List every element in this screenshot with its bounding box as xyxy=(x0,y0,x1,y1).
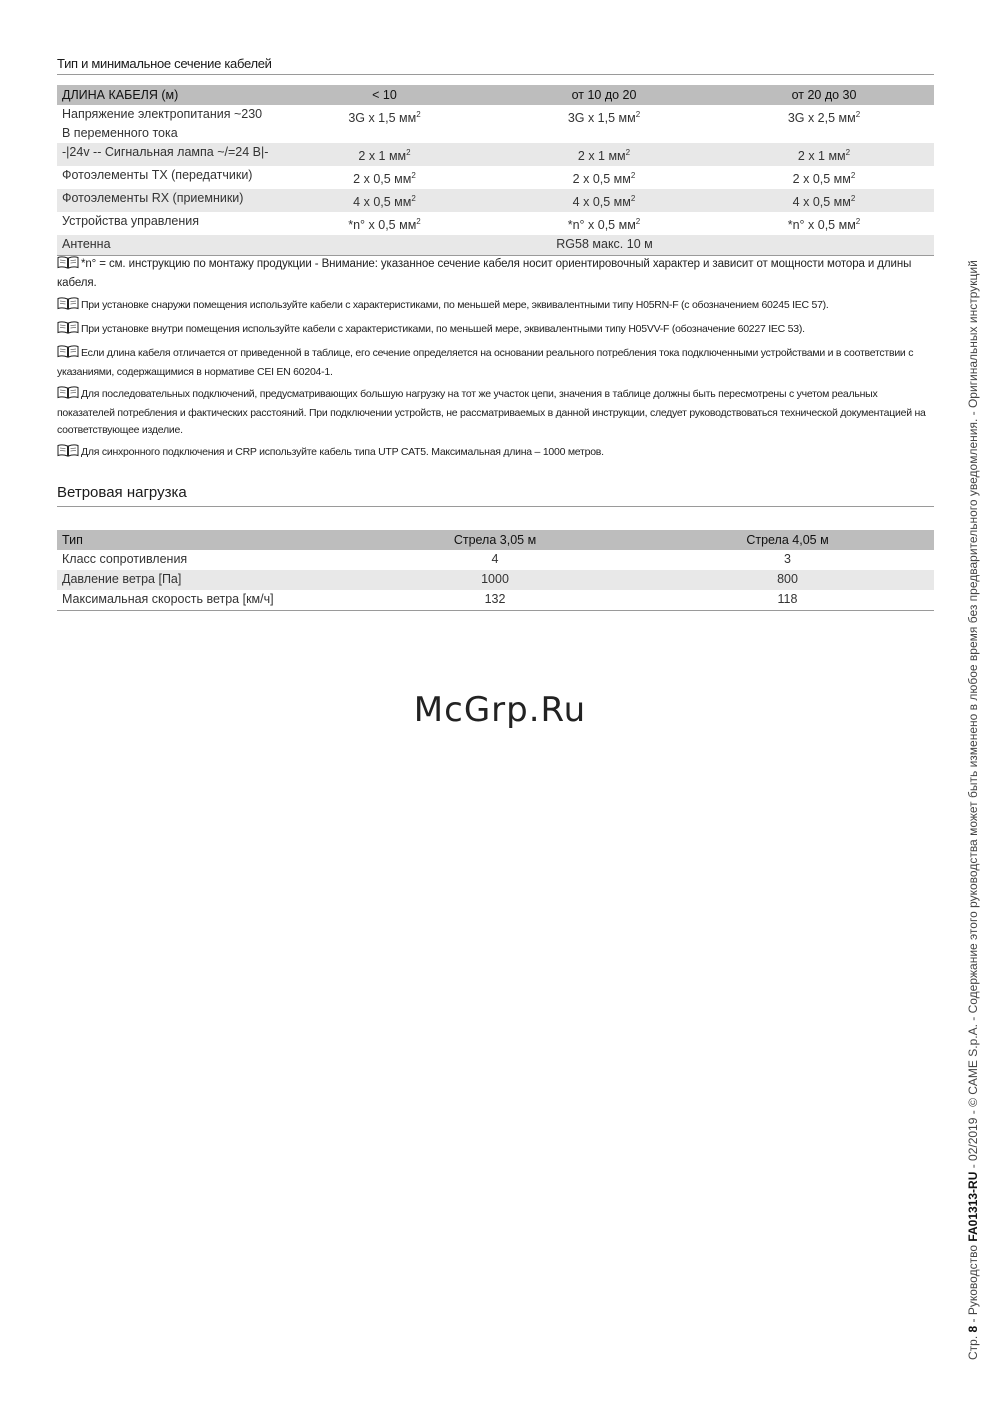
cell-value: 3G x 1,5 $мм^2$ xyxy=(567,110,641,125)
wind-table xyxy=(57,530,934,611)
manual-book-icon xyxy=(57,297,79,316)
manual-book-icon xyxy=(57,386,79,405)
header-type: Тип xyxy=(57,530,349,550)
cell-value: 3G x 2,5 $мм^2$ xyxy=(787,110,861,125)
cell-value: 2 x 1 $мм^2$ xyxy=(494,143,714,166)
row-label: Антенна xyxy=(57,235,275,256)
cell-value: 4 xyxy=(491,552,499,566)
header-20-30: от 20 до 30 xyxy=(714,85,934,105)
table-row xyxy=(57,235,934,256)
wind-section-title: Ветровая нагрузка xyxy=(57,484,934,507)
note-item: При установке внутри помещения используйте кабели с характеристиками, по меньшей мере, эквивалентными типу H05VV-F (обозначение 60227 IEC 53). xyxy=(57,321,937,340)
cell-value: 4 x 0,5 $мм^2$ xyxy=(714,189,934,212)
cell-value: 800 xyxy=(641,570,934,590)
cell-value: 2 x 1 $мм^2$ xyxy=(275,143,494,166)
cell-value: 3 xyxy=(784,552,791,566)
cell-value: *n° x 0,5 $мм^2$ xyxy=(348,217,421,232)
note-item: Для последовательных подключений, предусматривающих большую нагрузку на тот же участок цепи, значения в таблице должны быть пересмотрены с учетом реальных показателей потребления и фактических расстояний. При подключении устройств, не рассматриваемых в данной инструкции, следует руководствоваться технической документацией на соответствующее изделие. xyxy=(57,388,926,436)
cell-value: *n° x 0,5 $мм^2$ xyxy=(787,217,861,232)
cell-value: 2 x 0,5 $мм^2$ xyxy=(572,171,636,186)
row-label: Фотоэлементы TX (передатчики) xyxy=(62,168,253,182)
page-number: 8 xyxy=(966,1325,980,1333)
cell-value: 2 x 0,5 $мм^2$ xyxy=(353,171,416,186)
table-row xyxy=(57,143,934,166)
table-row xyxy=(57,166,934,189)
cell-value: 4 x 0,5 $мм^2$ xyxy=(275,189,494,212)
note-item: Если длина кабеля отличается от приведенной в таблице, его сечение определяется на основании реального потребления тока подключенными устройствами и в соответствии с указаниями, содержащимися в нормативе CEI EN 60204-1. xyxy=(57,347,914,378)
cell-value: 2 x 0,5 $мм^2$ xyxy=(792,171,856,186)
manual-book-icon xyxy=(57,321,79,340)
header-boom-405: Стрела 4,05 м xyxy=(641,530,934,550)
row-label: -|24v -- Сигнальная лампа ~/=24 В|- xyxy=(57,143,275,166)
header-lt-10: < 10 xyxy=(275,85,494,105)
table-row xyxy=(57,550,934,570)
header-10-20: от 10 до 20 xyxy=(494,85,714,105)
cell-value-spanning: RG58 макс. 10 м xyxy=(275,235,934,256)
row-label: Устройства управления xyxy=(62,214,200,228)
note-item: *n° = см. инструкцию по монтажу продукции - Внимание: указанное сечение кабеля носит ориентировочный характер и зависит от мощности мотора и длины кабеля. xyxy=(57,258,912,289)
manual-book-icon xyxy=(57,444,79,463)
row-label: Напряжение электропитания ~230 В переменного тока xyxy=(62,107,263,140)
document-code: FA01313-RU xyxy=(966,1171,980,1242)
row-label: Максимальная скорость ветра [км/ч] xyxy=(57,590,349,611)
cell-value: 118 xyxy=(641,590,934,611)
manual-book-icon xyxy=(57,345,79,364)
cell-value: 2 x 1 $мм^2$ xyxy=(714,143,934,166)
wind-table-header xyxy=(57,530,934,550)
side-footer: Стр. 8 - Руководство FA01313-RU - 02/2019 - © CAME S.p.A. - Содержание этого руководства может быть изменено в любое время без предварительного уведомления. - Оригинальных инструкций xyxy=(966,260,980,1360)
cell-value: 1000 xyxy=(349,570,641,590)
row-label: Класс сопротивления xyxy=(62,552,188,566)
cable-section-title: Тип и минимальное сечение кабелей xyxy=(57,56,934,75)
manual-book-icon xyxy=(57,256,79,275)
header-cable-length: ДЛИНА КАБЕЛЯ (м) xyxy=(57,85,275,105)
header-boom-305: Стрела 3,05 м xyxy=(349,530,641,550)
watermark: McGrp.Ru xyxy=(413,690,587,730)
table-row xyxy=(57,590,934,611)
cell-value: 3G x 1,5 $мм^2$ xyxy=(348,110,421,125)
cell-value: *n° x 0,5 $мм^2$ xyxy=(567,217,641,232)
cable-table-header xyxy=(57,85,934,105)
note-item: При установке снаружи помещения используйте кабели с характеристиками, по меньшей мере, эквивалентными типу H05RN-F (с обозначением 60245 IEC 57). xyxy=(57,297,937,316)
table-row xyxy=(57,189,934,212)
cell-value: 132 xyxy=(349,590,641,611)
row-label: Фотоэлементы RX (приемники) xyxy=(57,189,275,212)
cable-table xyxy=(57,85,934,256)
note-item: Для синхронного подключения и CRP используйте кабель типа UTP CAT5. Максимальная длина – 1000 метров. xyxy=(57,444,937,463)
notes-list xyxy=(57,256,937,468)
table-row xyxy=(57,570,934,590)
cell-value: 4 x 0,5 $мм^2$ xyxy=(494,189,714,212)
table-row xyxy=(57,105,934,143)
table-row xyxy=(57,212,934,235)
row-label: Давление ветра [Па] xyxy=(57,570,349,590)
